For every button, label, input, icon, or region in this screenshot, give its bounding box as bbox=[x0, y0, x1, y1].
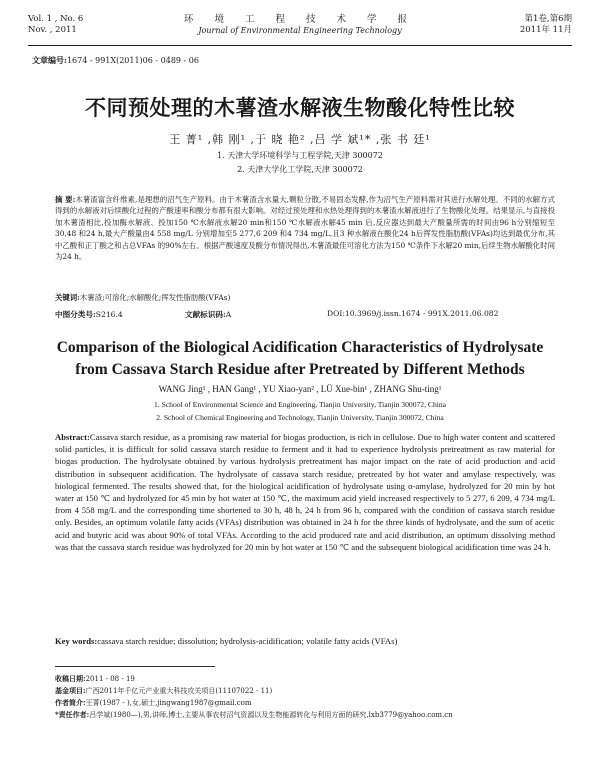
english-keywords-text: cassava starch residue; dissolution; hydrolysis-acidification; volatile fatty acids (VFAs) bbox=[97, 636, 398, 646]
author-bio-label: 作者简介: bbox=[55, 698, 86, 707]
footnote-author bbox=[55, 697, 565, 709]
author-bio-text: 王菁(1987 - ),女,硕士,jingwang1987@gmail.com bbox=[85, 699, 252, 707]
clc-value: S216.4 bbox=[95, 310, 123, 319]
footnote-corresponding bbox=[55, 709, 565, 721]
english-keywords-label: Key words: bbox=[55, 636, 98, 646]
chinese-keywords-text: 木薯渣;可溶化;水解酸化;挥发性脂肪酸(VFAs) bbox=[79, 293, 231, 302]
article-number bbox=[32, 55, 199, 66]
article-number-label: 文章编号: bbox=[32, 55, 67, 65]
running-header bbox=[28, 14, 572, 44]
english-affiliation-1: 1. School of Environmental Science and Engineering, Tianjin University, Tianjin 300072, China bbox=[153, 400, 447, 409]
footnotes bbox=[55, 673, 565, 721]
footnote-divider bbox=[55, 666, 215, 667]
chinese-affiliation-1: 1. 天津大学环境科学与工程学院,天津 300072 bbox=[217, 151, 383, 160]
footnote-fund bbox=[55, 685, 565, 697]
doc-code-value: A bbox=[225, 310, 232, 319]
chinese-abstract-label: 摘 要: bbox=[55, 195, 76, 204]
english-title-line-2: from Cassava Starch Residue after Pretreated by Different Methods bbox=[75, 361, 525, 378]
doc-code-label: 文献标识码: bbox=[185, 310, 226, 319]
corresponding-text: 吕学斌(1980—),男,讲师,博士,主要从事农村沼气资源以及生物能源转化与利用方面的研究,lxb3779@yahoo.com.cn bbox=[89, 711, 453, 719]
english-authors: WANG Jing¹ , HAN Gang¹ , YU Xiao-yan² , LÜ Xue-bin¹ , ZHANG Shu-ting¹ bbox=[158, 384, 442, 394]
received-date: 2011 - 08 - 19 bbox=[85, 675, 135, 683]
english-affiliation-2: 2. School of Chemical Engineering and Technology, Tianjin University, Tianjin 300072, China bbox=[156, 413, 444, 422]
issue-date-cn: 2011年 11月 bbox=[519, 25, 572, 35]
journal-name-en: Journal of Environmental Engineering Technology bbox=[198, 26, 402, 35]
english-title-line-1: Comparison of the Biological Acidification Characteristics of Hydrolysate bbox=[56, 339, 544, 356]
english-abstract bbox=[55, 431, 555, 553]
chinese-keywords-label: 关键词: bbox=[55, 293, 80, 302]
header-divider bbox=[28, 45, 572, 46]
english-keywords bbox=[55, 636, 555, 646]
clc-label: 中图分类号: bbox=[55, 310, 96, 319]
article-number-value: 1674 - 991X(2011)06 - 0489 - 06 bbox=[66, 56, 199, 65]
issue-date: Nov. , 2011 bbox=[28, 25, 77, 35]
corresponding-label: *责任作者: bbox=[55, 710, 90, 719]
footnote-received bbox=[55, 673, 565, 685]
journal-name-cn: 环 境 工 程 技 术 学 报 bbox=[183, 14, 417, 25]
doi-label: DOI: bbox=[327, 309, 345, 318]
doi-value: 10.3969/j.issn.1674 - 991X.2011.06.082 bbox=[344, 309, 499, 318]
english-abstract-text: Cassava starch residue, as a promising raw material for biogas production, is rich in cellulose. Due to high water content and scattered solid particles, it is difficult for solid cassava starch residue to ferment and it had to experience hydrolysis pretreatment as raw material for biogas production. The hydrolysate obtained by various hydrolysis pretreatment has major impact on the rate of acid production and acid distribution in subsequent acidification. The hydrolysate of cassava starch residue, pretreated by hot water and amylase respectively, was biological fermented. The results showed that, for the biological acidification of hydrolysate using α-amylase, hydrolyzed for 20 min by hot water at 150 ℃ and hydrolyzed for 45 min by hot water at 150 ℃, the maximum acid yield increased respectively to 5 277, 6 209, 4 734 mg/L from 4 558 mg/L and the corresponding time shortened to 30 h, 48 h, 24 h from 96 h, compared with the condition of cassava starch residue only. Besides, an optimum volatile fatty acids (VFAs) distribution was obtained in 24 h for the three kinds of hydrolysate, and the sum of acetic acid and butyric acid was about 90% of total VFAs. According to the acid produced rate and acid distribution, an optimum dissolving method was that the cassava starch residue was hydrolyzed for 20 min by hot water at 150 ℃ and the subsequent biological acidification time was 24 h. bbox=[55, 432, 555, 552]
volume-issue: Vol. 1 , No. 6 bbox=[28, 14, 84, 24]
journal-name bbox=[28, 14, 572, 36]
chinese-abstract-text: 木薯渣富含纤维素,是理想的沼气生产原料。由于木薯渣含水量大,颗粒分散,不易固态发酵,作为沼气生产原料需对其进行水解处理。不同的水解方式得到的水解液对后续酸化过程的产酸速率和酸分布都有很大影响。对经过预处理和水热处理得到的木薯渣水解液进行了生物酸化处理。结果显示,与直接投加木薯渣相比,投加酶水解液、投加150 ℃水解液水解20 min和150 ℃水解液水解45 min 后,反应器达到最大产酸量所需的时间由96 h分别缩短至30,48 和24 h,最大产酸量由4 558 mg/L 分别增加至5 277,6 209 和4 734 mg/L,且3 种水解液在酸化24 h后挥发性脂肪酸(VFAs)均达到最优分布,其中乙酸和正丁酸之和占总VFAs 的90%左右。根据产酸速度及酸分布情况得出,木薯渣最佳可溶化方法为150 ℃条件下水解20 min,后续生物水解酸化时间为24 h。 bbox=[55, 195, 555, 262]
english-title bbox=[0, 337, 600, 381]
chinese-affiliation-2: 2. 天津大学化工学院,天津 300072 bbox=[237, 165, 363, 174]
chinese-authors: 王 菁¹ ,韩 刚¹ ,于 晓 艳² ,吕 学 斌¹* ,张 书 廷¹ bbox=[169, 133, 431, 146]
fund-label: 基金项目: bbox=[55, 686, 86, 695]
english-abstract-label: Abstract: bbox=[55, 432, 90, 442]
clc-number bbox=[55, 309, 123, 320]
fund-text: 广西2011年千亿元产业重大科技攻关项目(11107022 - 11) bbox=[85, 687, 273, 695]
volume-issue-cn: 第1卷,第6期 bbox=[524, 14, 572, 24]
chinese-title: 不同预处理的木薯渣水解液生物酸化特性比较 bbox=[85, 96, 515, 120]
chinese-keywords bbox=[55, 292, 555, 303]
doi bbox=[327, 309, 498, 318]
volume-info-cn bbox=[520, 14, 572, 36]
chinese-abstract bbox=[55, 194, 555, 262]
received-label: 收稿日期: bbox=[55, 674, 86, 683]
document-code bbox=[185, 309, 231, 320]
